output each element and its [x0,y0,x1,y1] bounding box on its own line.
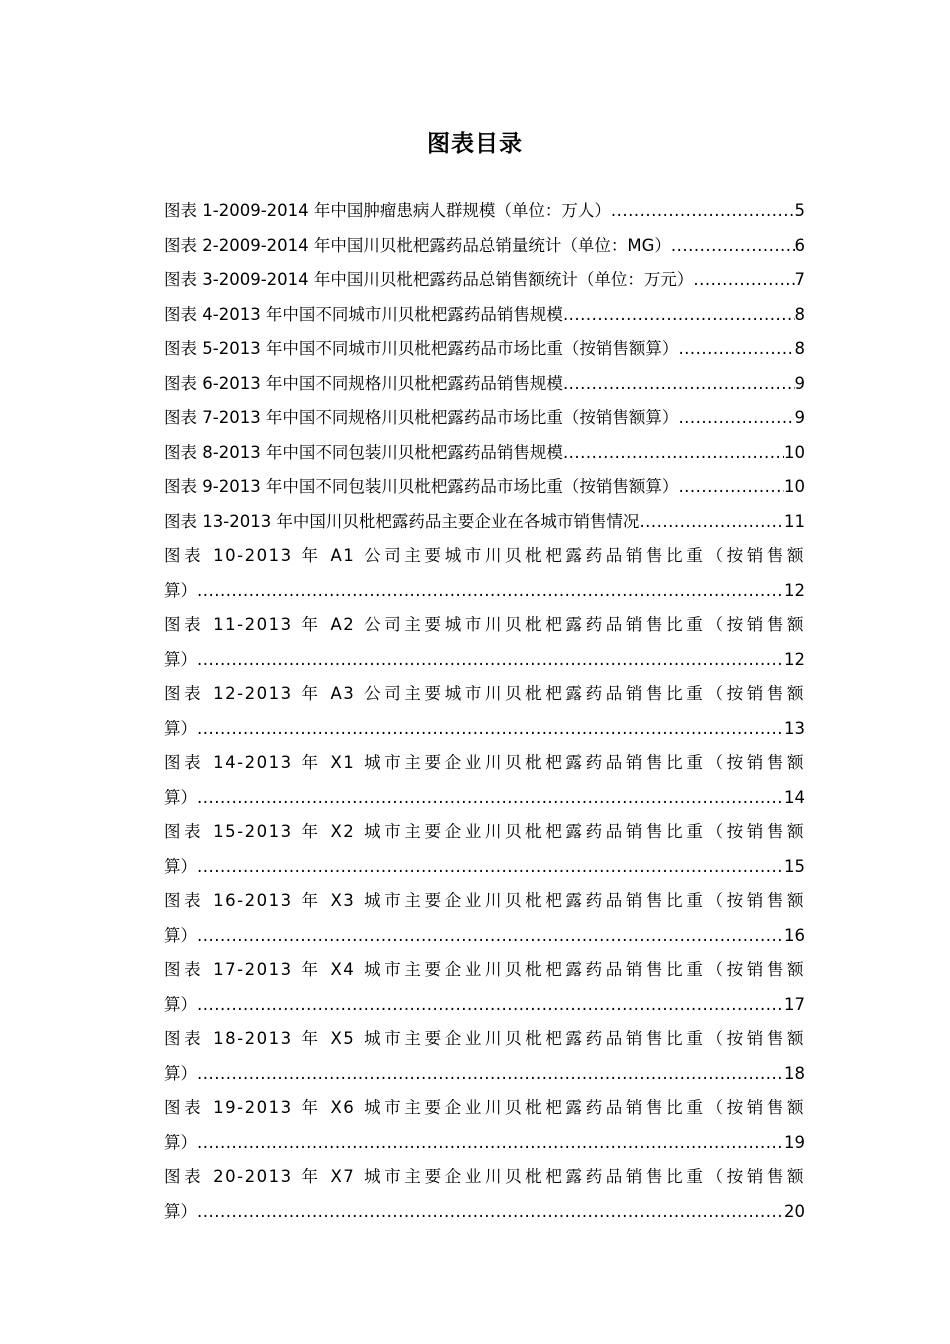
toc-entry-text: 图表 15-2013 年 X2 城市主要企业川贝枇杷露药品销售比重（按销售额 [164,822,805,841]
toc-entry-text: 图表 5-2013 年中国不同城市川贝枇杷露药品市场比重（按销售额算） [164,339,679,358]
toc-entry-text-cont: 算） [164,580,197,600]
toc-entry-text: 图表 1-2009-2014 年中国肿瘤患病人群规模（单位：万人） [164,201,611,220]
toc-page-number: 17 [784,994,805,1014]
toc-entry-text: 图表 3-2009-2014 年中国川贝枇杷露药品总销售额统计（单位：万元） [164,270,694,289]
toc-entry-text-cont: 算） [164,787,197,807]
dot-leader [678,401,794,436]
toc-entry[interactable] [164,263,805,298]
toc-entry-line [164,1126,805,1161]
toc-page-number: 9 [794,408,805,427]
toc-entry[interactable] [164,332,805,367]
toc-entry-text-cont: 算） [164,1201,197,1221]
toc-page-number: 6 [794,235,805,255]
toc-entry-text: 图表 11-2013 年 A2 公司主要城市川贝枇杷露药品销售比重（按销售额 [164,615,805,634]
toc-entry-line [164,263,805,298]
toc-entry[interactable] [164,367,805,402]
toc-entry-line [164,988,805,1023]
toc-entry-text-cont: 算） [164,1063,197,1083]
toc-page-number: 18 [784,1063,805,1083]
toc-entry[interactable] [164,401,805,436]
toc-entry-line [164,229,805,264]
toc-entry-text-cont: 算） [164,649,197,669]
toc-entry-text-cont: 算） [164,994,197,1014]
dot-leader [197,850,784,885]
dot-leader [611,194,795,229]
toc-page-number: 5 [794,201,805,220]
dot-leader [197,988,784,1023]
toc-entry[interactable] [164,539,805,608]
toc-entry[interactable] [164,470,805,505]
toc-entry-line [164,1195,805,1230]
toc-page-number: 19 [784,1132,805,1152]
toc-entry-line [164,1057,805,1092]
toc-entry-text: 图表 7-2013 年中国不同规格川贝枇杷露药品市场比重（按销售额算） [164,408,679,427]
toc-entry[interactable] [164,1091,805,1160]
toc-entry-text: 图表 10-2013 年 A1 公司主要城市川贝枇杷露药品销售比重（按销售额 [164,546,805,565]
dot-leader [197,712,784,747]
toc-entry-text: 图表 20-2013 年 X7 城市主要企业川贝枇杷露药品销售比重（按销售额 [164,1167,805,1186]
toc-page-number: 7 [794,270,805,289]
toc-page-number: 14 [784,787,805,807]
toc-page-number: 8 [794,339,805,358]
toc-entry[interactable] [164,608,805,677]
toc-entry[interactable] [164,1022,805,1091]
toc-page-number: 12 [784,580,805,600]
toc-entry-text: 图表 18-2013 年 X5 城市主要企业川贝枇杷露药品销售比重（按销售额 [164,1029,805,1048]
toc-entry-line [164,298,805,333]
toc-page-number: 12 [784,649,805,669]
toc-entry-line [164,332,805,367]
toc-entry-text-cont: 算） [164,1132,197,1152]
toc-entry-text: 图表 9-2013 年中国不同包装川贝枇杷露药品市场比重（按销售额算） [164,477,679,496]
toc-entry-text: 图表 13-2013 年中国川贝枇杷露药品主要企业在各城市销售情况 [164,511,640,531]
toc-entry[interactable] [164,884,805,953]
page-title: 图表目录 [427,131,523,157]
toc-entry[interactable] [164,194,805,229]
toc-entry-text: 图表 8-2013 年中国不同包装川贝枇杷露药品销售规模 [164,442,563,462]
dot-leader [563,367,795,402]
toc-entry[interactable] [164,953,805,1022]
toc-entry[interactable] [164,815,805,884]
toc-page-number: 9 [794,373,805,393]
toc-entry[interactable] [164,1160,805,1229]
dot-leader [671,229,795,264]
dot-leader [678,470,784,505]
toc-entry[interactable] [164,746,805,815]
toc-entry-text: 图表 4-2013 年中国不同城市川贝枇杷露药品销售规模 [164,304,563,324]
toc-page-number: 11 [784,511,805,531]
dot-leader [197,919,784,954]
dot-leader [197,1057,784,1092]
toc-entry-line [164,712,805,747]
toc-entry-text: 图表 2-2009-2014 年中国川贝枇杷露药品总销量统计（单位：MG） [164,235,671,255]
toc-page-number: 10 [784,442,805,462]
dot-leader [197,1126,784,1161]
table-of-figures [164,194,805,1229]
toc-entry-text-cont: 算） [164,925,197,945]
toc-entry[interactable] [164,677,805,746]
toc-page-number: 13 [784,718,805,738]
dot-leader [693,263,794,298]
dot-leader [563,436,784,471]
toc-entry-line [164,919,805,954]
toc-entry-line [164,781,805,816]
toc-entry-line [164,194,805,229]
dot-leader [678,332,794,367]
toc-entry-text: 图表 12-2013 年 A3 公司主要城市川贝枇杷露药品销售比重（按销售额 [164,684,805,703]
dot-leader [197,643,784,678]
toc-entry-text: 图表 17-2013 年 X4 城市主要企业川贝枇杷露药品销售比重（按销售额 [164,960,805,979]
toc-entry-line [164,367,805,402]
toc-entry-text: 图表 19-2013 年 X6 城市主要企业川贝枇杷露药品销售比重（按销售额 [164,1098,805,1117]
toc-entry-text: 图表 14-2013 年 X1 城市主要企业川贝枇杷露药品销售比重（按销售额 [164,753,805,772]
toc-page-number: 15 [784,856,805,876]
dot-leader [197,1195,784,1230]
toc-entry-line [164,643,805,678]
toc-entry-line [164,470,805,505]
toc-entry-text-cont: 算） [164,718,197,738]
toc-entry-text-cont: 算） [164,856,197,876]
toc-entry-line [164,505,805,540]
toc-entry-line [164,436,805,471]
toc-entry-text: 图表 6-2013 年中国不同规格川贝枇杷露药品销售规模 [164,373,563,393]
dot-leader [197,781,784,816]
toc-entry-line [164,574,805,609]
toc-page-number: 8 [794,304,805,324]
toc-page-number: 10 [784,477,805,496]
toc-entry[interactable] [164,505,805,540]
toc-entry[interactable] [164,298,805,333]
toc-entry-line [164,850,805,885]
toc-entry[interactable] [164,229,805,264]
toc-entry-line [164,401,805,436]
toc-entry[interactable] [164,436,805,471]
toc-page-number: 16 [784,925,805,945]
toc-page-number: 20 [784,1201,805,1221]
dot-leader [639,505,784,540]
dot-leader [197,574,784,609]
dot-leader [563,298,795,333]
toc-entry-text: 图表 16-2013 年 X3 城市主要企业川贝枇杷露药品销售比重（按销售额 [164,891,805,910]
